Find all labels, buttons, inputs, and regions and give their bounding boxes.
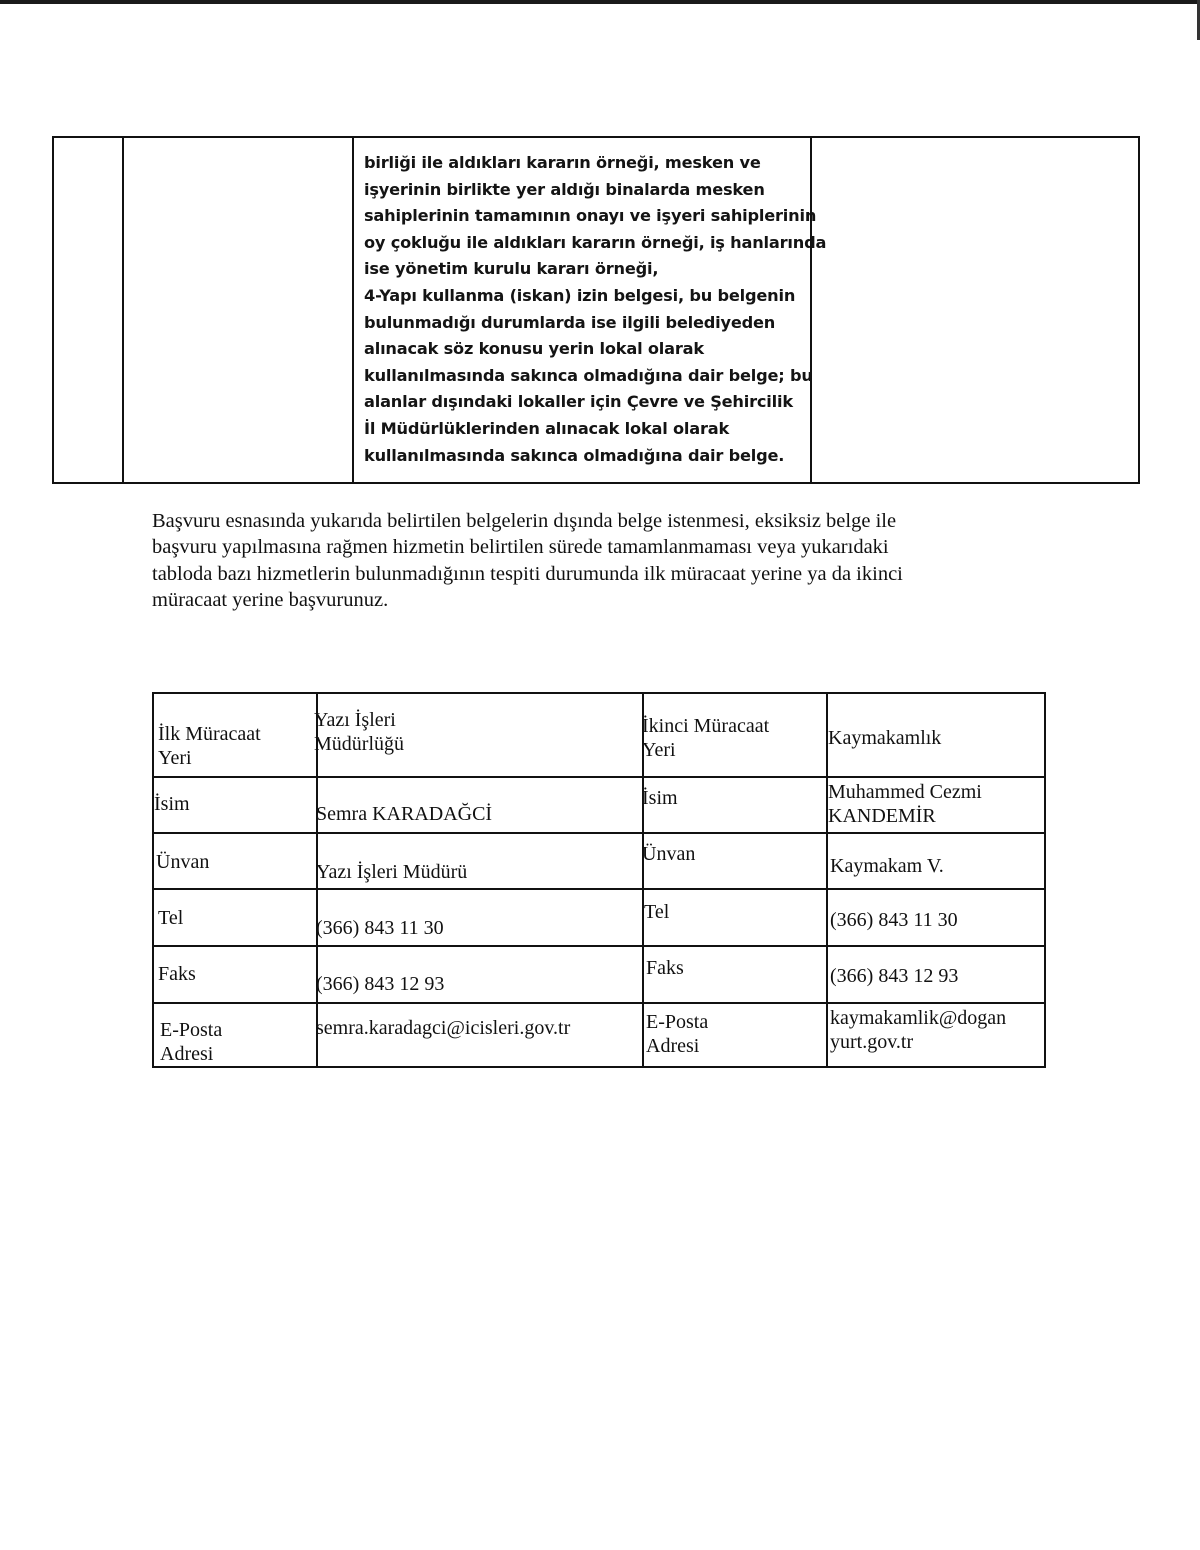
cell-label (158, 962, 196, 986)
cell-text: Ünvan (156, 851, 210, 873)
cell-text: (366) 843 12 93 (830, 965, 959, 987)
cell-label (642, 714, 769, 762)
cell-text: Kaymakam V. (830, 855, 944, 877)
table-divider (154, 945, 1044, 947)
cell-text: İsim (642, 787, 678, 809)
cell-value (316, 1016, 570, 1040)
cell-text: Ünvan (642, 843, 696, 865)
cell-value (316, 916, 444, 940)
text-line: bulunmadığı durumlarda ise ilgili belediyeden (364, 312, 776, 332)
cell-text: Tel (644, 901, 670, 923)
table-divider (154, 1002, 1044, 1004)
text-line: müracaat yerine başvurunuz. (152, 589, 389, 612)
cell-label (642, 842, 695, 866)
cell-text: Semra KARADAĞCİ (316, 803, 493, 825)
text-line: başvuru yapılmasına rağmen hizmetin belirtilen sürede tamamlanmaması veya yukarıdaki (152, 536, 889, 559)
cell-text: Muhammed Cezmi (828, 781, 982, 803)
cell-label (156, 850, 209, 874)
cell-text: yurt.gov.tr (830, 1031, 914, 1053)
cell-value (830, 908, 958, 932)
text-line: kullanılmasında sakınca olmadığına dair belge; bu (364, 365, 813, 385)
cell-text: Faks (158, 963, 196, 985)
table-divider (154, 888, 1044, 890)
cell-value (828, 726, 941, 750)
cell-label (642, 786, 678, 810)
cell-label (646, 1010, 708, 1058)
cell-label (646, 956, 684, 980)
cell-text: KANDEMİR (828, 805, 936, 827)
cell-value (316, 802, 492, 826)
requirements-text (364, 150, 827, 469)
cell-value (830, 1006, 1006, 1054)
table-divider (352, 138, 354, 482)
cell-label (158, 722, 261, 770)
cell-value (830, 964, 958, 988)
contact-table (152, 692, 1046, 1068)
cell-text: Yeri (158, 747, 192, 769)
table-divider (154, 832, 1044, 834)
cell-text: E-Posta (160, 1019, 223, 1041)
text-line: ise yönetim kurulu kararı örneği, (364, 259, 659, 279)
text-line: Başvuru esnasında yukarıda belirtilen belgelerin dışında belge istenmesi, eksiksiz belge ile (152, 510, 897, 532)
cell-text: Tel (158, 907, 184, 929)
cell-value (828, 780, 982, 828)
cell-value (316, 972, 444, 996)
text-line: alanlar dışındaki lokaller için Çevre ve Şehircilik (364, 392, 793, 412)
cell-text: E-Posta (646, 1011, 709, 1033)
scan-edge-top (0, 0, 1200, 4)
cell-value (316, 860, 467, 884)
application-note (152, 508, 1052, 614)
cell-label (158, 906, 183, 930)
cell-label (644, 900, 669, 924)
cell-text: İsim (154, 793, 190, 815)
text-line: birliği ile aldıkları kararın örneği, mesken ve (364, 153, 761, 172)
cell-text: Yazı İşleri (314, 709, 396, 731)
text-line: alınacak söz konusu yerin lokal olarak (364, 339, 704, 359)
text-line: kullanılmasında sakınca olmadığına dair belge. (364, 445, 785, 465)
cell-text: (366) 843 12 93 (316, 973, 445, 995)
text-line: sahiplerinin tamamının onayı ve işyeri sahiplerinin (364, 206, 817, 226)
cell-value (314, 708, 404, 756)
text-line: işyerinin birlikte yer aldığı binalarda mesken (364, 179, 765, 199)
requirements-table (52, 136, 1140, 484)
cell-text: (366) 843 11 30 (830, 909, 958, 931)
cell-text: Kaymakamlık (828, 727, 942, 749)
cell-text: Yazı İşleri Müdürü (316, 861, 468, 883)
cell-text: kaymakamlik@dogan (830, 1007, 1007, 1029)
text-line: 4-Yapı kullanma (iskan) izin belgesi, bu belgenin (364, 285, 796, 305)
cell-text: Müdürlüğü (314, 733, 404, 755)
cell-text: Adresi (646, 1035, 700, 1057)
cell-label (154, 792, 190, 816)
table-divider (154, 776, 1044, 778)
cell-value (830, 854, 944, 878)
cell-text: semra.karadagci@icisleri.gov.tr (316, 1017, 571, 1039)
cell-text: Yeri (642, 739, 676, 761)
text-line: oy çokluğu ile aldıkları kararın örneği, iş hanlarında (364, 232, 827, 252)
cell-text: İkinci Müracaat (642, 715, 770, 737)
cell-text: Adresi (160, 1043, 214, 1065)
cell-text: Faks (646, 957, 684, 979)
table-divider (122, 138, 124, 482)
cell-text: İlk Müracaat (158, 723, 261, 745)
text-line: İl Müdürlüklerinden alınacak lokal olarak (364, 418, 730, 438)
cell-text: (366) 843 11 30 (316, 917, 444, 939)
cell-label (160, 1018, 222, 1066)
text-line: tabloda bazı hizmetlerin bulunmadığının tespiti durumunda ilk müracaat yerine ya da ikinci (152, 562, 903, 585)
